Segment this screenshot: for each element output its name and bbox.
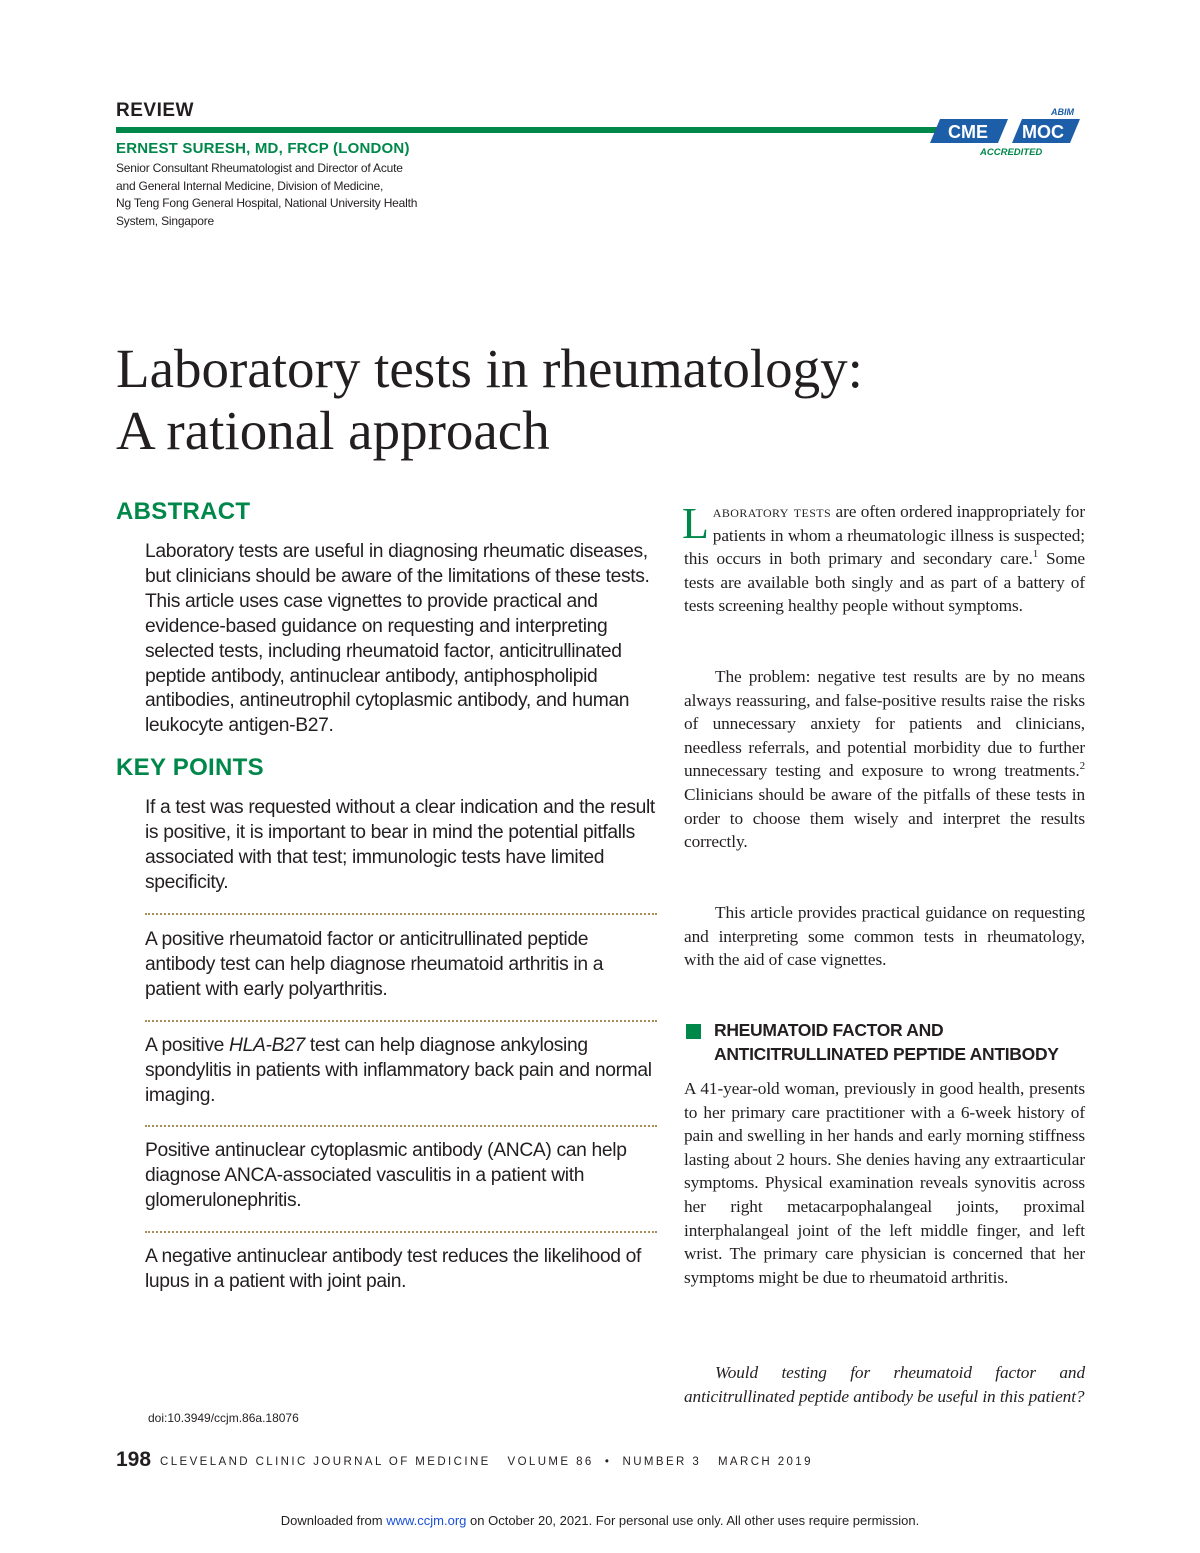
key-point-divider [145, 1231, 657, 1233]
ccjm-link[interactable]: www.ccjm.org [386, 1513, 467, 1528]
title-line: A rational approach [116, 400, 550, 461]
drop-cap: L [682, 499, 709, 548]
section-heading-line: RHEUMATOID FACTOR AND [714, 1020, 944, 1040]
badge-top-text: ABIM [1051, 107, 1074, 117]
body-text: A 41-year-old woman, previously in good health, presents to her primary care practitioner with a 6-week history of pain and swelling in her hands and early morning stiffness lasting about 2 hours. She denies having any extraarticular symptoms. Physical examination reveals synovitis across her right metacarpophalangeal joints, proximal interphalangeal joint of the left middle finger, and left wrist. The primary care physician is concerned that her symptoms might be due to rheumatoid arthritis. [684, 1079, 1085, 1287]
section-heading-line: ANTICITRULLINATED PEPTIDE ANTIBODY [714, 1043, 1059, 1064]
badge-bottom-text: ACCREDITED [980, 147, 1043, 158]
article-title [116, 338, 1116, 462]
bullet-separator: • [604, 1456, 612, 1468]
body-paragraph [684, 1361, 1085, 1408]
key-point-divider [145, 1125, 657, 1127]
body-text: are often ordered inappropriately for patients in whom a rheumatologic illness is suspected; this occurs in both primary and secondary care. [684, 502, 1085, 569]
key-point: If a test was requested without a clear indication and the result is positive, it is important to bear in mind the potential pitfalls associated with that test; immunologic tests have limited specificity. [145, 797, 655, 893]
body-paragraph [684, 901, 1085, 972]
author-name: ERNEST SURESH, MD, FRCP (LONDON) [116, 140, 410, 157]
journal-number: NUMBER 3 [622, 1456, 702, 1468]
body-paragraph [684, 500, 1085, 618]
key-point: A negative antinuclear antibody test reduces the likelihood of lupus in a patient with joint pain. [145, 1246, 642, 1292]
key-point: Positive antinuclear cytoplasmic antibody (ANCA) can help diagnose ANCA-associated vasculitis in a patient with glomerulonephritis. [145, 1140, 627, 1211]
key-point-divider [145, 913, 657, 915]
key-points-heading: KEY POINTS [116, 754, 264, 781]
affiliation-line: Ng Teng Fong General Hospital, National University Health [116, 196, 418, 210]
key-point [145, 1034, 655, 1109]
section-marker-square [686, 1024, 701, 1039]
download-notice-text: on October 20, 2021. For personal use only. All other uses require permission. [466, 1513, 920, 1528]
page-number: 198 [116, 1448, 152, 1471]
cme-moc-badge-icon [930, 103, 1090, 159]
title-line: Laboratory tests in rheumatology: [116, 338, 863, 399]
key-point-text: A positive [145, 1035, 230, 1056]
author-affiliation [116, 160, 436, 230]
reference-marker: 2 [1079, 760, 1085, 773]
body-text: Clinicians should be aware of the pitfalls of these tests in order to choose them wisely and interpret the results correctly. [684, 784, 1085, 852]
body-text: Some tests are available both singly and as part of a battery of tests screening healthy people without symptoms. [684, 549, 1086, 616]
journal-date: MARCH 2019 [717, 1456, 813, 1468]
affiliation-line: Senior Consultant Rheumatologist and Director of Acute [116, 161, 403, 175]
journal-volume: VOLUME 86 [507, 1456, 594, 1468]
doi: doi:10.3949/ccjm.86a.18076 [148, 1411, 299, 1425]
abstract-text: Laboratory tests are useful in diagnosing rheumatic diseases, but clinicians should be aware of the limitations of these tests. This article uses case vignettes to provide practical and evidence-based guidance on requesting and interpreting selected tests, including rheumatoid factor, anticitrullinated peptide antibody, antinuclear antibody, antiphospholipid antibodies, antineutrophil cytoplasmic antibody, and human leukocyte antigen-B27. [145, 541, 650, 737]
cme-moc-badge [930, 103, 1090, 159]
body-text: The problem: negative test results are by no means always reassuring, and false-positive results raise the risks of unnecessary anxiety for patients and clinicians, needless referrals, and potential morbidity due to further unnecessary testing and exposure to wrong treatments. [684, 667, 1085, 781]
key-point-text: test can help diagnose ankylosing spondylitis in patients with inflammatory back pain and normal imaging. [145, 1035, 652, 1106]
journal-footer [160, 1456, 813, 1468]
section-label: REVIEW [116, 100, 194, 121]
badge-left-text: CME [948, 122, 988, 142]
reference-marker: 1 [1032, 548, 1039, 561]
abstract-heading: ABSTRACT [116, 498, 251, 525]
body-paragraph [684, 665, 1085, 854]
key-point: A positive rheumatoid factor or anticitrullinated peptide antibody test can help diagnose rheumatoid arthritis in a patient with early polyarthritis. [145, 929, 604, 1000]
case-question: Would testing for rheumatoid factor and anticitrullinated peptide antibody be useful in this patient? [684, 1363, 1085, 1406]
section-heading [714, 1019, 1094, 1066]
download-notice-text: Downloaded from [280, 1513, 387, 1528]
body-text: This article provides practical guidance on requesting and interpreting some common tests in rheumatology, with the aid of case vignettes. [684, 903, 1085, 970]
key-point-divider [145, 1020, 657, 1022]
affiliation-line: and General Internal Medicine, Division of Medicine, [116, 178, 384, 193]
affiliation-line: System, Singapore [116, 213, 214, 228]
journal-name: CLEVELAND CLINIC JOURNAL OF MEDICINE [160, 1456, 491, 1468]
key-point-gene-name: HLA-B27 [229, 1035, 305, 1056]
badge-right-text: MOC [1022, 122, 1064, 142]
lead-in-text: aboratory tests [712, 502, 832, 521]
body-paragraph [684, 1077, 1085, 1289]
download-notice [0, 1513, 1200, 1528]
header-rule [116, 127, 958, 133]
